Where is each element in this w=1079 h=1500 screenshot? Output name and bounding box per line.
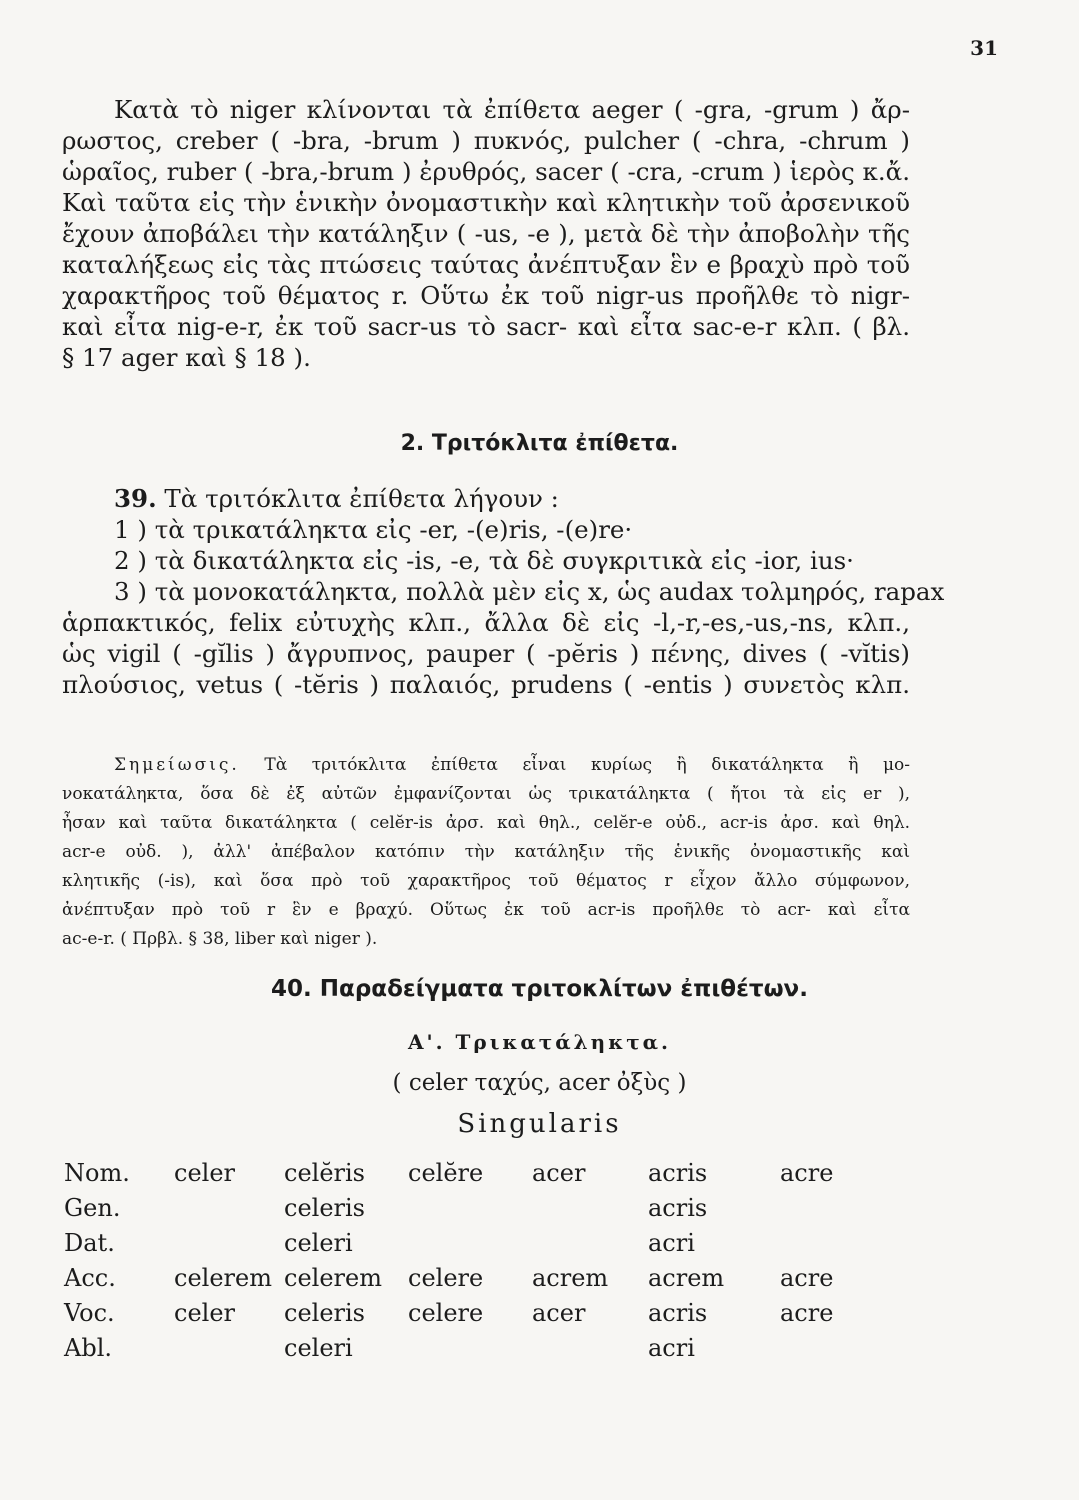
text-line: Κατὰ τὸ niger κλίνονται τὰ ἐπίθετα aeger ( -gra, -grum ) ἄρ- <box>114 95 910 124</box>
text-line: χαρακτῆρος τοῦ θέματος r. Οὕτω ἐκ τοῦ nigr-us προῆλθε τὸ nigr- <box>62 281 910 310</box>
text-line: ac-e-r. ( Πρβλ. § 38, liber καὶ niger ). <box>62 929 378 949</box>
table-cell: celĕre <box>408 1158 484 1187</box>
table-cell <box>174 1190 284 1225</box>
table-cell: celeris <box>284 1298 365 1327</box>
text-line: κλητικῆς (-is), καὶ ὅσα πρὸ τοῦ χαρακτῆρος τοῦ θέματος r εἶχον ἄλλο σύμφωνον, <box>62 871 910 891</box>
case-label: Voc. <box>64 1298 115 1327</box>
table-row <box>64 1330 854 1365</box>
table-cell <box>174 1225 284 1260</box>
case-label: Dat. <box>64 1228 115 1257</box>
table-cell: acri <box>648 1333 695 1362</box>
table-cell: acre <box>780 1263 834 1292</box>
subheading: Α'. Τρικατάληκτα. <box>407 1030 672 1054</box>
table-row <box>64 1295 854 1330</box>
table-cell: acer <box>532 1158 586 1187</box>
table-cell: acris <box>648 1158 708 1187</box>
table-row <box>64 1190 854 1225</box>
table-cell <box>532 1330 648 1365</box>
text-line: ρωστος, creber ( -bra, -brum ) πυκνός, pulcher ( -chra, -chrum ) <box>62 126 910 155</box>
table-cell: celĕris <box>284 1158 365 1187</box>
section-heading: 2. Τριτόκλιτα ἐπίθετα. <box>400 431 679 456</box>
table-cell: acris <box>648 1298 708 1327</box>
list-item: 3 ) τὰ μονοκατάληκτα, πολλὰ μὲν εἰς x, ὡς audax τολμηρός, rapax <box>114 577 945 606</box>
table-cell: celere <box>408 1298 484 1327</box>
text-line: ἀνέπτυξαν πρὸ τοῦ r ἓν e βραχύ. Οὕτως ἐκ τοῦ acr-is προῆλθε τὸ acr- καὶ εἶτα <box>62 900 910 920</box>
text-line: ἔχουν ἀποβάλει τὴν κατάληξιν ( -us, -e ), μετὰ δὲ τὴν ἀποβολὴν τῆς <box>62 219 910 248</box>
case-label: Nom. <box>64 1158 130 1187</box>
text-line: πλούσιος, vetus ( -tĕris ) παλαιός, prudens ( -entis ) συνετὸς κλπ. <box>62 670 910 699</box>
list-item: 2 ) τὰ δικατάληκτα εἰς -is, -e, τὰ δὲ συγκριτικὰ εἰς -ior, ius· <box>114 546 854 575</box>
table-row <box>64 1260 854 1295</box>
note-paragraph <box>62 751 910 954</box>
table-cell: celeris <box>284 1193 365 1222</box>
text-line: ἁρπακτικός, felix εὐτυχὴς κλπ., ἄλλα δὲ εἰς -l,-r,-es,-us,-ns, κλπ., <box>62 608 910 637</box>
table-cell: acri <box>648 1228 695 1257</box>
table-cell: celer <box>174 1158 235 1187</box>
table-cell <box>532 1225 648 1260</box>
table-cell: acrem <box>648 1263 725 1292</box>
text-line <box>62 483 910 514</box>
note-label: Σημείωσις. <box>114 755 240 775</box>
table-cell <box>408 1225 532 1260</box>
text-line: § 17 ager καὶ § 18 ). <box>62 343 311 372</box>
text-line: Καὶ ταῦτα εἰς τὴν ἑνικὴν ὀνομαστικὴν καὶ κλητικὴν τοῦ ἀρσενικοῦ <box>62 188 910 217</box>
text-line: καταλήξεως εἰς τὰς πτώσεις ταύτας ἀνέπτυξαν ἓν e βραχὺ πρὸ τοῦ <box>62 250 910 279</box>
note-text: Τὰ τριτόκλιτα ἐπίθετα εἶναι κυρίως ἢ δικατάληκτα ἢ μο- <box>264 755 910 775</box>
table-cell: acrem <box>532 1263 609 1292</box>
table-cell <box>408 1190 532 1225</box>
table-cell: celerem <box>284 1263 382 1292</box>
list-item: 1 ) τὰ τρικατάληκτα εἰς -er, -(e)ris, -(e)re· <box>114 515 633 544</box>
text-line: ὡραῖος, ruber ( -bra,-brum ) ἐρυθρός, sacer ( -cra, -crum ) ἱερὸς κ.ἄ. <box>62 157 910 186</box>
intro-paragraph <box>62 94 910 373</box>
table-cell: celer <box>174 1298 235 1327</box>
section-39-paragraph <box>62 483 945 700</box>
table-row <box>64 1155 854 1190</box>
declension-table <box>64 1155 854 1365</box>
table-cell: acer <box>532 1298 586 1327</box>
section-number: 39. <box>114 484 157 513</box>
text-line <box>62 751 910 780</box>
table-cell: celeri <box>284 1333 353 1362</box>
text-line: ἦσαν καὶ ταῦτα δικατάληκτα ( celĕr-is ἀρσ. καὶ θηλ., celĕr-e οὐδ., acr-is ἀρσ. καὶ θηλ. <box>62 813 910 833</box>
table-cell <box>780 1225 854 1260</box>
section-39-intro: Τὰ τριτόκλιτα ἐπίθετα λήγουν : <box>164 484 559 513</box>
page-number: 31 <box>970 36 998 60</box>
case-label: Acc. <box>64 1263 116 1292</box>
text-line: ὡς vigil ( -gĭlis ) ἄγρυπνος, pauper ( -pĕris ) πένης, dives ( -vĭtis) <box>62 639 910 668</box>
table-row <box>64 1225 854 1260</box>
section-heading: 40. Παραδείγματα τριτοκλίτων ἐπιθέτων. <box>271 976 808 1002</box>
table-cell: celere <box>408 1263 484 1292</box>
case-label: Gen. <box>64 1193 121 1222</box>
number-label: Singularis <box>457 1109 622 1139</box>
table-cell: celeri <box>284 1228 353 1257</box>
table-cell <box>532 1190 648 1225</box>
table-cell <box>780 1330 854 1365</box>
text-line: νοκατάληκτα, ὅσα δὲ ἐξ αὐτῶν ἐμφανίζονται ὡς τρικατάληκτα ( ἤτοι τὰ εἰς er ), <box>62 784 910 804</box>
table-cell: acre <box>780 1298 834 1327</box>
table-cell: acre <box>780 1158 834 1187</box>
table-cell: celerem <box>174 1263 272 1292</box>
table-cell <box>408 1330 532 1365</box>
examples-line: ( celer ταχύς, acer ὀξὺς ) <box>392 1070 687 1096</box>
text-line: acr-e οὐδ. ), ἀλλ' ἀπέβαλον κατόπιν τὴν κατάληξιν τῆς ἑνικῆς ὀνομαστικῆς καὶ <box>62 842 910 862</box>
case-label: Abl. <box>64 1333 112 1362</box>
table-cell <box>780 1190 854 1225</box>
table-cell: acris <box>648 1193 708 1222</box>
table-cell <box>174 1330 284 1365</box>
text-line: καὶ εἶτα nig-e-r, ἐκ τοῦ sacr-us τὸ sacr- καὶ εἶτα sac-e-r κλπ. ( βλ. <box>62 312 910 341</box>
